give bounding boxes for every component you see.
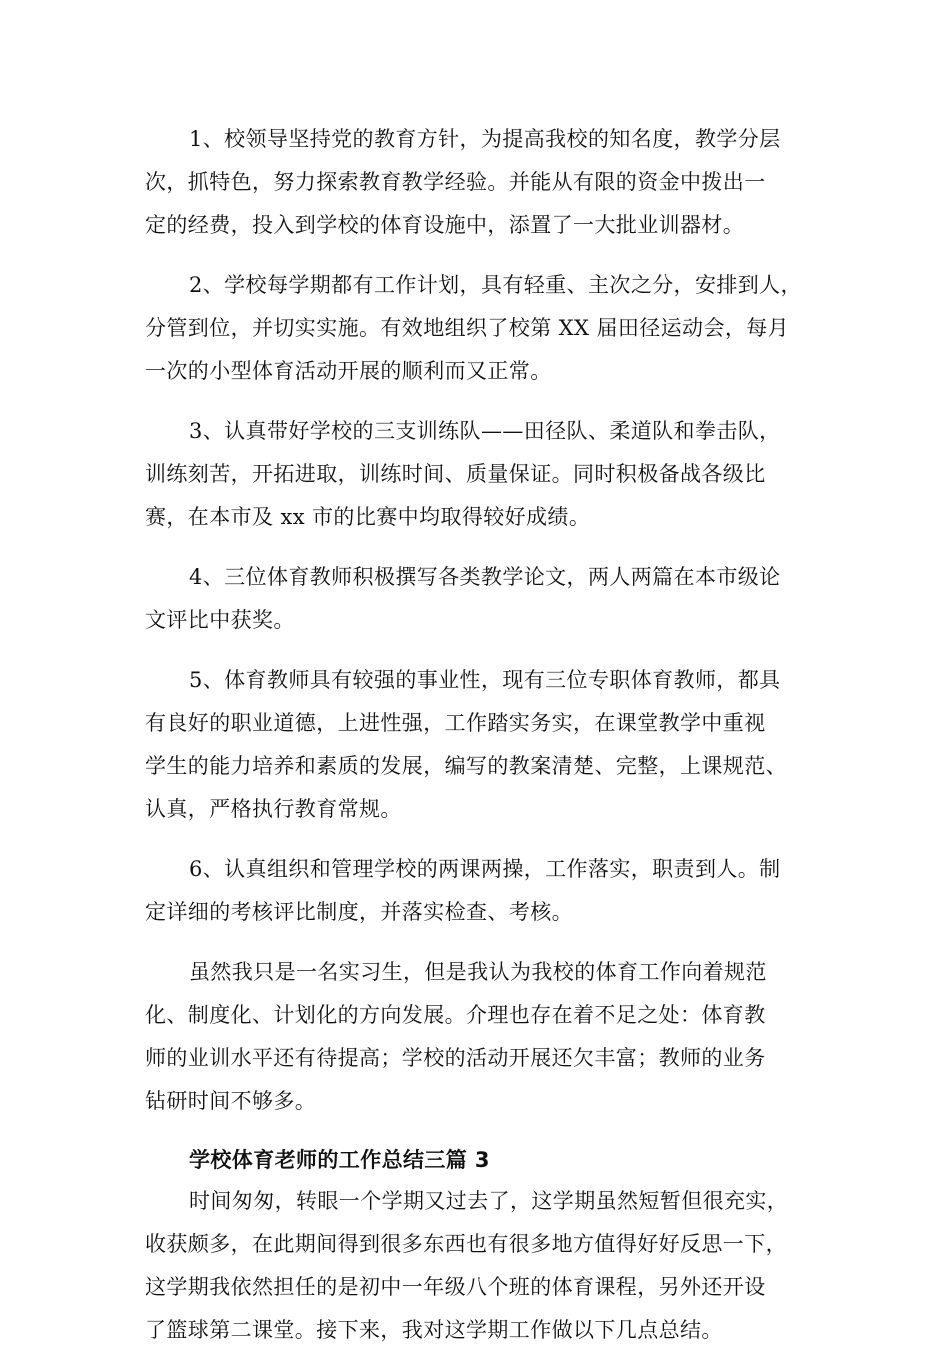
paragraph-6 (145, 848, 825, 934)
text-line: 5、体育教师具有较强的事业性，现有三位专职体育教师，都具 (189, 668, 781, 692)
paragraph-7 (145, 951, 825, 1123)
section-heading: 学校体育老师的工作总结三篇 3 (189, 1148, 490, 1172)
paragraph-5 (145, 659, 825, 831)
paragraph-3 (145, 410, 825, 539)
text-line: 3、认真带好学校的三支训练队——田径队、柔道队和拳击队， (189, 419, 781, 443)
text-line: 定的经费，投入到学校的体育设施中，添置了一大批业训器材。 (145, 213, 745, 237)
text-line: 师的业训水平还有待提高；学校的活动开展还欠丰富；教师的业务 (145, 1046, 766, 1070)
text-line: 定详细的考核评比制度，并落实检查、考核。 (145, 900, 573, 924)
text-line: 1、校领导坚持党的教育方针，为提高我校的知名度，教学分层 (189, 127, 781, 151)
text-line: 赛，在本市及 xx 市的比赛中均取得较好成绩。 (145, 505, 591, 529)
text-line: 这学期我依然担任的是初中一年级八个班的体育课程，另外还开设 (145, 1275, 766, 1299)
paragraph-final (145, 1180, 825, 1352)
text-line: 有良好的职业道德，上进性强，工作踏实务实，在课堂教学中重视 (145, 711, 766, 735)
text-line: 钻研时间不够多。 (145, 1089, 317, 1113)
paragraph-4 (145, 556, 825, 642)
text-line: 虽然我只是一名实习生，但是我认为我校的体育工作向着规范 (189, 960, 767, 984)
text-line: 学生的能力培养和素质的发展，编写的教案清楚、完整，上课规范、 (145, 754, 787, 778)
text-line: 分管到位，并切实实施。有效地组织了校第 XX 届田径运动会，每月 (145, 316, 790, 340)
text-line: 时间匆匆，转眼一个学期又过去了，这学期虽然短暂但很充实， (189, 1189, 789, 1213)
text-line: 次，抓特色，努力探索教育教学经验。并能从有限的资金中拨出一 (145, 170, 766, 194)
text-line: 认真，严格执行教育常规。 (145, 797, 402, 821)
text-line: 化、制度化、计划化的方向发展。介理也存在着不足之处：体育教 (145, 1003, 766, 1027)
text-line: 文评比中获奖。 (145, 608, 295, 632)
text-line: 收获颇多，在此期间得到很多东西也有很多地方值得好好反思一下， (145, 1232, 787, 1256)
paragraph-2 (145, 264, 825, 393)
text-line: 2、学校每学期都有工作计划，具有轻重、主次之分，安排到人， (189, 273, 802, 297)
text-line: 一次的小型体育活动开展的顺利而又正常。 (145, 359, 552, 383)
document-body (145, 118, 825, 1369)
text-line: 训练刻苦，开拓进取，训练时间、质量保证。同时积极备战各级比 (145, 462, 766, 486)
text-line: 4、三位体育教师积极撰写各类教学论文，两人两篇在本市级论 (189, 565, 781, 589)
text-line: 了篮球第二课堂。接下来，我对这学期工作做以下几点总结。 (145, 1318, 723, 1342)
paragraph-1 (145, 118, 825, 247)
text-line: 6、认真组织和管理学校的两课两操，工作落实，职责到人。制 (189, 857, 781, 881)
